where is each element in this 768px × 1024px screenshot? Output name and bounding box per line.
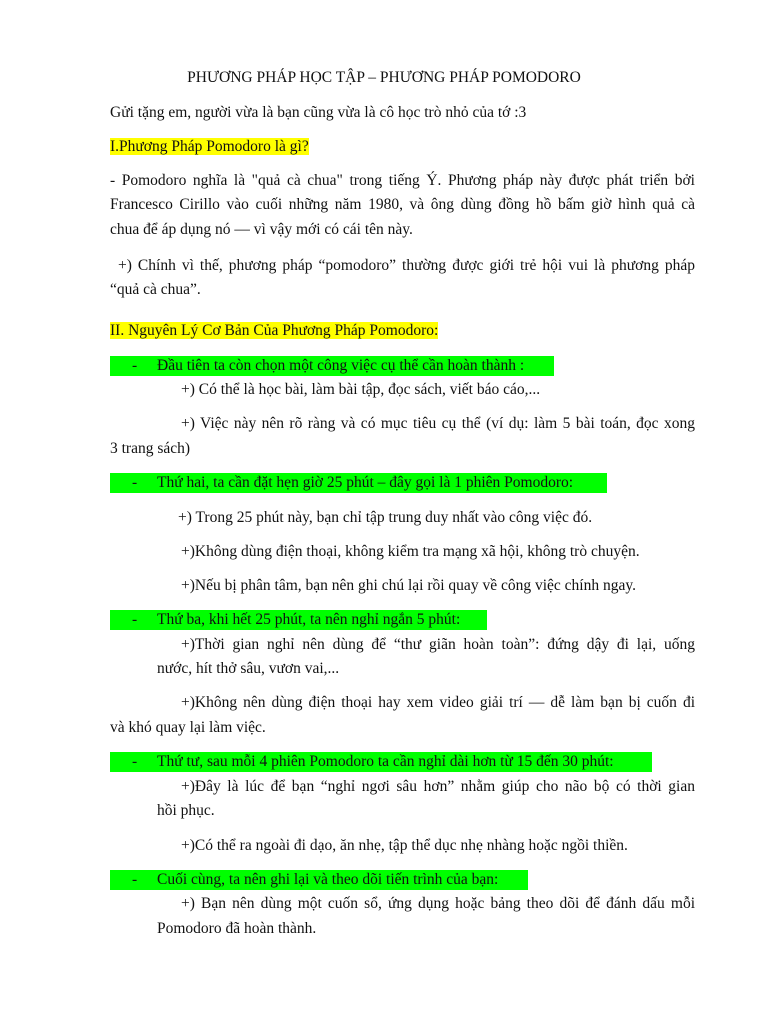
bullet2-text: Thứ hai, ta cần đặt hẹn giờ 25 phút – đây gọi là 1 phiên Pomodoro: bbox=[157, 474, 574, 491]
bullet3-sub2-line2: và khó quay lại làm việc. bbox=[110, 719, 266, 736]
bullet2-dash: - bbox=[132, 474, 138, 491]
bullet1-sub2-line1: +) Việc này nên rõ ràng và có mục tiêu cụ thể (ví dụ: làm 5 bài toán, đọc xong bbox=[181, 415, 695, 432]
section1-para2-line1: +) Chính vì thế, phương pháp “pomodoro” thường được giới trẻ hội vui là phương pháp bbox=[118, 257, 695, 274]
bullet1-text: Đầu tiên ta còn chọn một công việc cụ thể cần hoàn thành : bbox=[157, 357, 525, 374]
section1-para1-line1: - Pomodoro nghĩa là "quả cà chua" trong tiếng Ý. Phương pháp này được phát triển bởi bbox=[110, 172, 695, 189]
bullet3-text: Thứ ba, khi hết 25 phút, ta nên nghỉ ngắn 5 phút: bbox=[157, 611, 461, 628]
bullet4-sub2: +)Có thể ra ngoài đi dạo, ăn nhẹ, tập thể dục nhẹ nhàng hoặc ngồi thiền. bbox=[181, 837, 628, 854]
bullet3-sub2-line1: +)Không nên dùng điện thoại hay xem video giải trí — dễ làm bạn bị cuốn đi bbox=[181, 694, 695, 711]
bullet4-dash: - bbox=[132, 753, 138, 770]
bullet2-sub1: +) Trong 25 phút này, bạn chỉ tập trung duy nhất vào công việc đó. bbox=[178, 509, 593, 526]
page-title: PHƯƠNG PHÁP HỌC TẬP – PHƯƠNG PHÁP POMODORO bbox=[187, 69, 581, 86]
bullet1-dash: - bbox=[132, 357, 138, 374]
bullet2-sub3: +)Nếu bị phân tâm, bạn nên ghi chú lại rồi quay về công việc chính ngay. bbox=[181, 577, 636, 594]
bullet5-dash: - bbox=[132, 871, 138, 888]
bullet5-text: Cuối cùng, ta nên ghi lại và theo dõi tiến trình của bạn: bbox=[157, 871, 499, 888]
bullet5-sub1-line1: +) Bạn nên dùng một cuốn sổ, ứng dụng hoặc bảng theo dõi để đánh dấu mỗi bbox=[181, 895, 695, 912]
bullet3-sub1-line1: +)Thời gian nghỉ nên dùng để “thư giãn hoàn toàn”: đứng dậy đi lại, uống bbox=[181, 636, 695, 653]
bullet1-sub1: +) Có thể là học bài, làm bài tập, đọc sách, viết báo cáo,... bbox=[181, 381, 541, 398]
section1-heading bbox=[110, 137, 309, 157]
section1-para1-line3: chua để áp dụng nó — vì vậy mới có cái tên này. bbox=[110, 221, 413, 238]
bullet4-sub1-line1: +)Đây là lúc để bạn “nghỉ ngơi sâu hơn” nhằm giúp cho não bộ có thời gian bbox=[181, 778, 695, 795]
dedication-text: Gửi tặng em, người vừa là bạn cũng vừa là cô học trò nhỏ của tớ :3 bbox=[110, 104, 527, 121]
section1-para1-line2: Francesco Cirillo vào cuối những năm 1980, và ông dùng đồng hồ bấm giờ hình quả cà bbox=[110, 196, 695, 213]
bullet4-sub1-line2: hồi phục. bbox=[157, 802, 215, 819]
bullet1-sub2-line2: 3 trang sách) bbox=[110, 440, 191, 457]
section2-heading bbox=[110, 321, 438, 341]
bullet3-sub1-line2: nước, hít thở sâu, vươn vai,... bbox=[157, 660, 340, 677]
bullet4-text: Thứ tư, sau mỗi 4 phiên Pomodoro ta cần nghỉ dài hơn từ 15 đến 30 phút: bbox=[157, 753, 614, 770]
bullet5-sub1-line2: Pomodoro đã hoàn thành. bbox=[157, 920, 317, 937]
section1-heading-text: I.Phương Pháp Pomodoro là gì? bbox=[110, 138, 309, 155]
section1-para2-line2: “quả cà chua”. bbox=[110, 281, 201, 298]
bullet3-dash: - bbox=[132, 611, 138, 628]
bullet2-sub2: +)Không dùng điện thoại, không kiểm tra mạng xã hội, không trò chuyện. bbox=[181, 543, 640, 560]
section2-heading-text: II. Nguyên Lý Cơ Bản Của Phương Pháp Pomodoro: bbox=[110, 322, 439, 339]
